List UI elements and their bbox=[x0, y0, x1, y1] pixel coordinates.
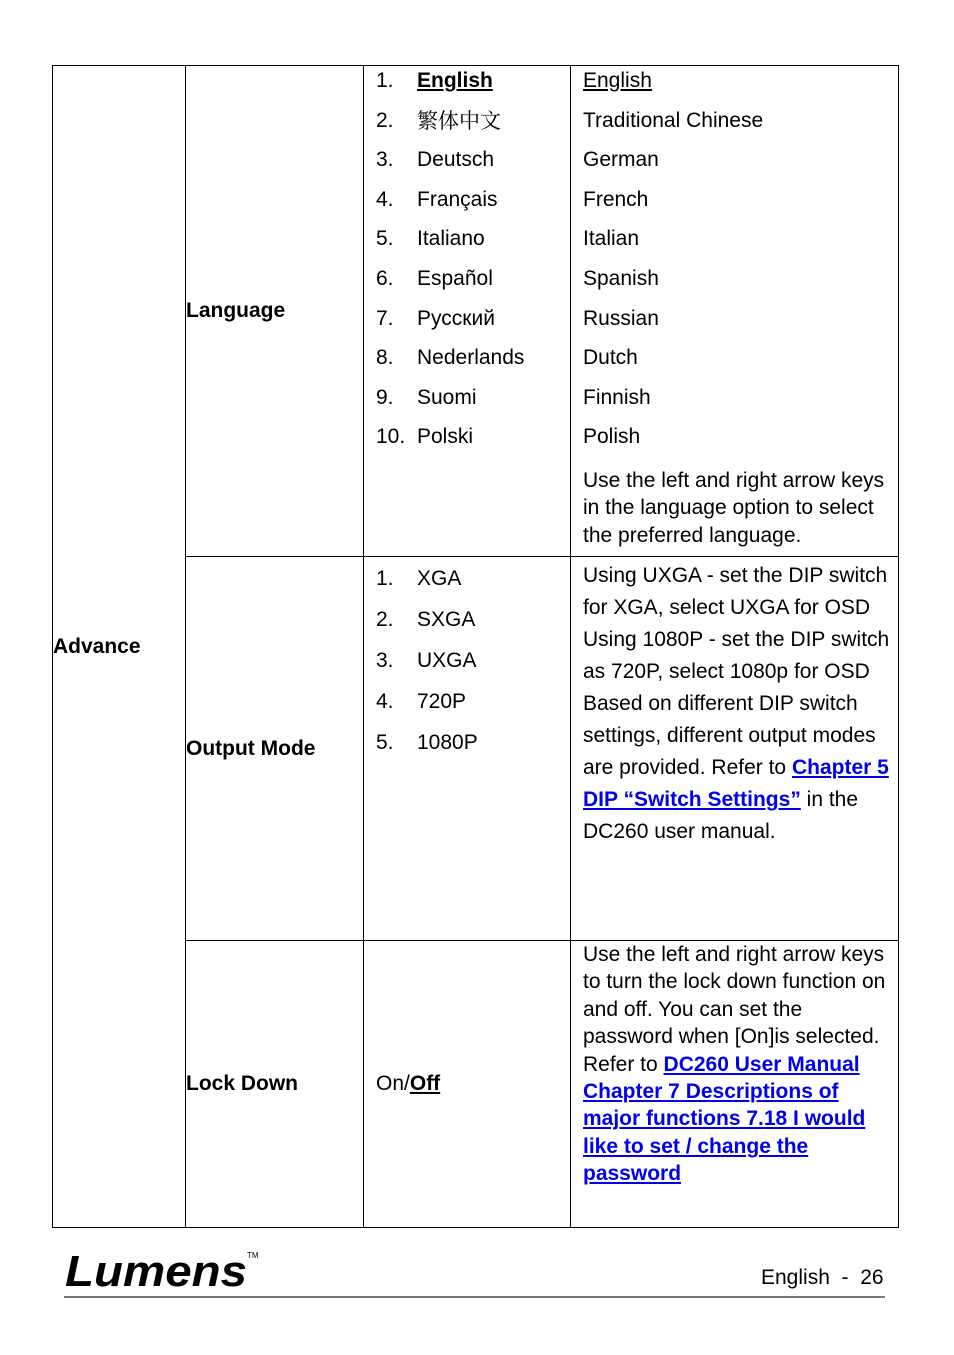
option-number: 10. bbox=[376, 425, 406, 449]
language-desc: Dutch bbox=[583, 346, 638, 370]
language-option[interactable] bbox=[376, 226, 570, 266]
lock-down-desc: Use the left and right arrow keys to turn the lock down function on and off. You can set the password when [On]is selected. Refer to bbox=[583, 943, 886, 1076]
language-desc-cell bbox=[571, 66, 899, 557]
settings-table bbox=[52, 65, 899, 1228]
option-number: 9. bbox=[376, 385, 394, 409]
option-label: SXGA bbox=[417, 608, 476, 631]
language-desc: Italian bbox=[583, 227, 640, 251]
language-label-cell bbox=[186, 66, 364, 557]
option-number: 3. bbox=[376, 649, 394, 672]
option-label: XGA bbox=[417, 567, 462, 590]
language-desc: French bbox=[583, 187, 649, 211]
language-option[interactable] bbox=[376, 108, 570, 148]
language-desc: Traditional Chinese bbox=[583, 108, 764, 132]
language-option[interactable] bbox=[376, 147, 570, 187]
option-label: 1080P bbox=[417, 731, 478, 754]
language-options-cell bbox=[364, 66, 571, 557]
language-desc: Russian bbox=[583, 306, 659, 330]
dip-switch-link[interactable]: Chapter 5 DIP “Switch Settings” bbox=[583, 756, 889, 811]
lock-down-desc-cell bbox=[571, 941, 899, 1228]
footer-divider bbox=[64, 1296, 885, 1298]
output-desc-uxga: Using UXGA - set the DIP switch for XGA, select UXGA for OSD bbox=[583, 564, 888, 619]
option-label: Nederlands bbox=[417, 346, 525, 370]
option-number: 3. bbox=[376, 148, 394, 172]
language-desc: Polish bbox=[583, 425, 641, 449]
page-number: English - 26 bbox=[761, 1266, 884, 1289]
option-label: 720P bbox=[417, 690, 467, 713]
option-number: 5. bbox=[376, 731, 394, 754]
language-desc: German bbox=[583, 148, 659, 172]
output-option[interactable] bbox=[376, 559, 570, 600]
output-mode-options-cell bbox=[364, 557, 571, 941]
lumens-logo bbox=[63, 1244, 263, 1298]
section-cell bbox=[53, 66, 186, 1228]
language-option[interactable] bbox=[376, 187, 570, 227]
trademark-mark: TM bbox=[247, 1251, 259, 1260]
password-chapter-link[interactable]: DC260 User Manual Chapter 7 Descriptions of major functions 7.18 I would like to set / change the password bbox=[583, 1052, 866, 1186]
lock-on-option[interactable]: On/ bbox=[376, 1072, 410, 1095]
language-option[interactable] bbox=[376, 345, 570, 385]
language-note: Use the left and right arrow keys in the language option to select the preferred language. bbox=[583, 468, 885, 547]
language-option[interactable] bbox=[376, 306, 570, 346]
lock-off-option-selected[interactable]: Off bbox=[409, 1072, 441, 1095]
option-number: 2. bbox=[376, 108, 394, 132]
option-number: 4. bbox=[376, 187, 394, 211]
option-number: 8. bbox=[376, 346, 394, 370]
language-option[interactable] bbox=[376, 266, 570, 306]
output-mode-label-cell bbox=[186, 557, 364, 941]
output-option[interactable] bbox=[376, 682, 570, 723]
option-label: Русский bbox=[417, 306, 495, 330]
logo-text: Lumens bbox=[65, 1247, 247, 1292]
lock-down-value-cell bbox=[364, 941, 571, 1228]
option-label: Español bbox=[417, 266, 493, 290]
output-option[interactable] bbox=[376, 600, 570, 641]
option-number: 2. bbox=[376, 608, 394, 631]
option-label-selected: English bbox=[417, 69, 493, 92]
option-label: Français bbox=[417, 187, 498, 211]
option-label: Polski bbox=[417, 425, 474, 449]
language-desc: Finnish bbox=[583, 385, 651, 409]
output-desc-note: Based on different DIP switch settings, different output modes are provided. Refer to bbox=[583, 692, 876, 779]
lock-down-label-cell bbox=[186, 941, 364, 1228]
output-desc-note-end: in the DC260 user manual. bbox=[583, 788, 859, 843]
language-desc: Spanish bbox=[583, 266, 659, 290]
language-option[interactable] bbox=[376, 385, 570, 425]
option-number: 5. bbox=[376, 227, 394, 251]
language-desc: English bbox=[583, 69, 652, 92]
option-number: 4. bbox=[376, 690, 394, 713]
output-option[interactable] bbox=[376, 723, 570, 764]
language-row bbox=[53, 66, 899, 557]
language-label: Language bbox=[186, 299, 286, 322]
lock-down-label: Lock Down bbox=[186, 1072, 299, 1095]
output-mode-label: Output Mode bbox=[186, 736, 316, 760]
option-label: UXGA bbox=[417, 649, 477, 672]
option-number: 6. bbox=[376, 266, 394, 290]
option-number: 1. bbox=[376, 69, 394, 92]
output-option[interactable] bbox=[376, 641, 570, 682]
language-option[interactable] bbox=[376, 424, 570, 464]
option-label: Suomi bbox=[417, 385, 477, 409]
output-mode-desc-cell bbox=[571, 557, 899, 941]
output-desc-1080p: Using 1080P - set the DIP switch as 720P, select 1080p for OSD bbox=[583, 628, 890, 683]
language-option[interactable] bbox=[376, 68, 570, 108]
option-label: 繁体中文 bbox=[417, 108, 501, 133]
option-label: Deutsch bbox=[417, 148, 495, 172]
option-number: 7. bbox=[376, 306, 394, 330]
option-label: Italiano bbox=[417, 227, 485, 251]
section-label: Advance bbox=[53, 634, 141, 658]
option-number: 1. bbox=[376, 567, 394, 590]
